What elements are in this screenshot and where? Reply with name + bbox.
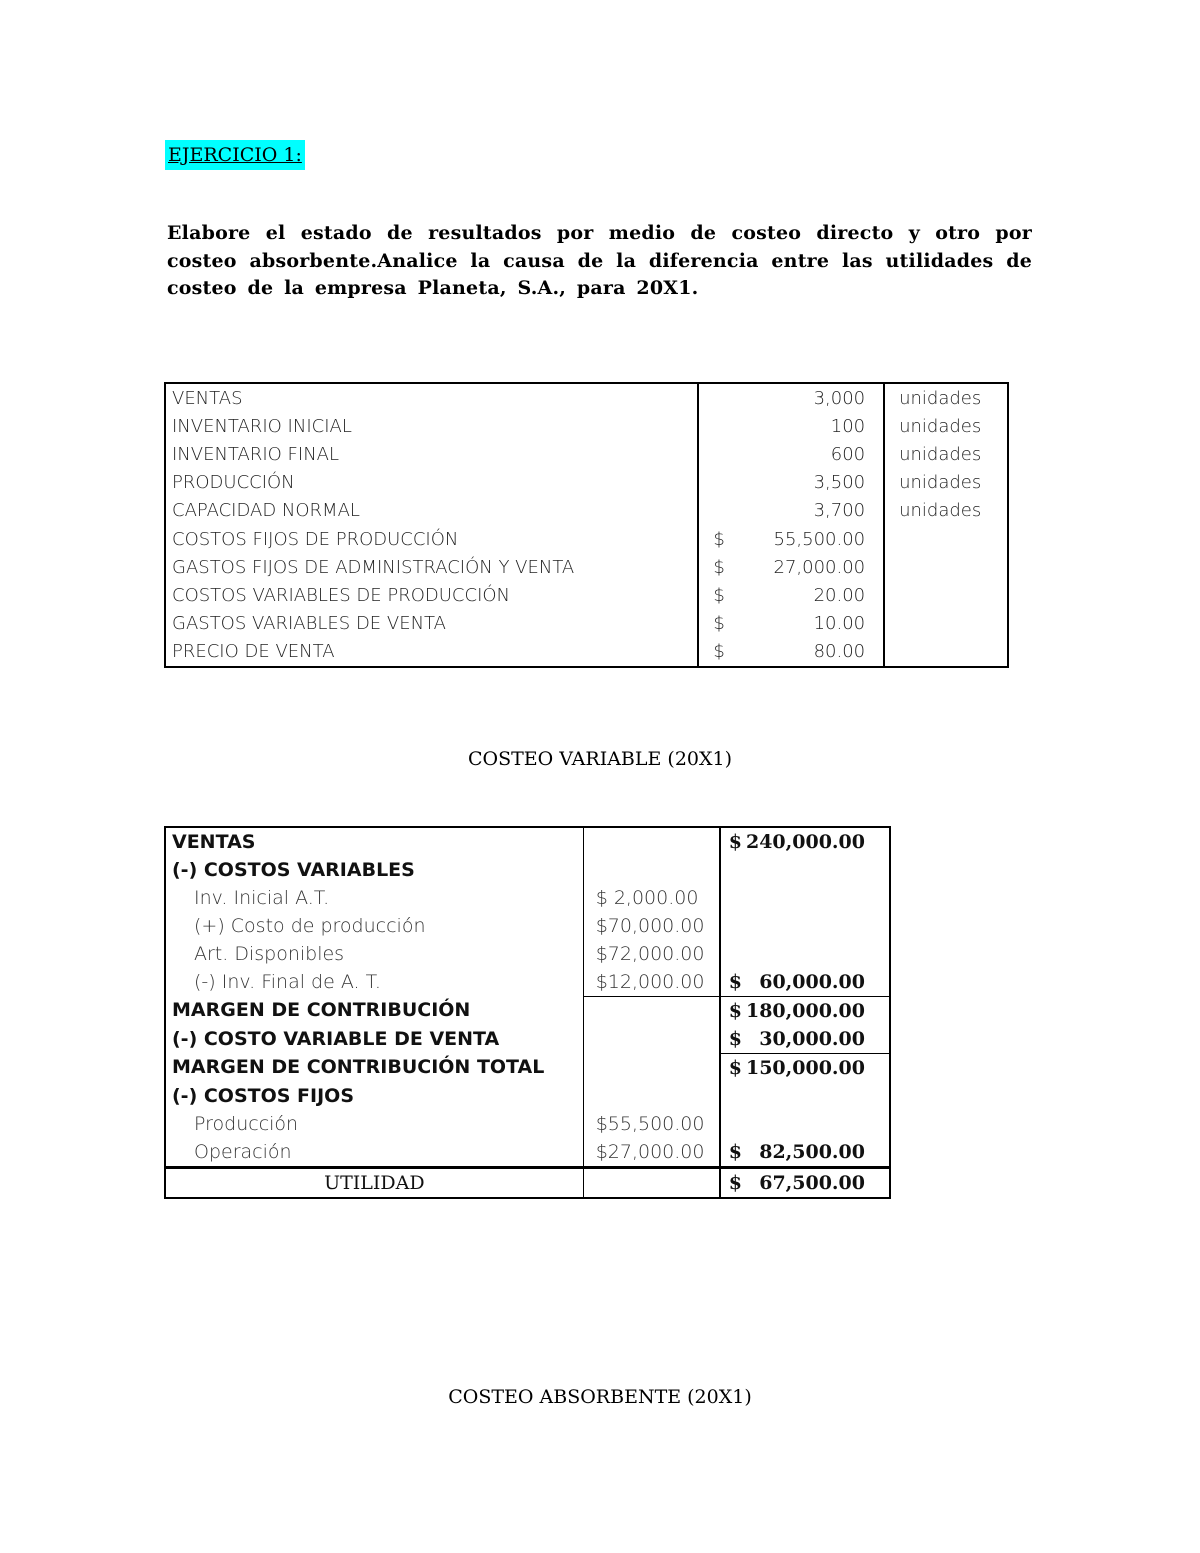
table-row [165, 856, 890, 884]
row-mid: $55,500.00 [583, 1110, 720, 1138]
row-total-cell [720, 940, 890, 968]
row-value: 27,000.00 [773, 556, 866, 578]
row-unit [884, 553, 1008, 581]
row-total-cell [720, 1110, 890, 1138]
row-label: COSTOS VARIABLES DE PRODUCCIÓN [165, 581, 698, 609]
exercise-heading: EJERCICIO 1: [165, 140, 305, 170]
row-total-cell [720, 968, 890, 997]
currency-symbol: $ [728, 1056, 742, 1079]
row-money [698, 638, 884, 667]
table-row [165, 827, 890, 856]
table-row [165, 997, 890, 1026]
table-row [165, 1138, 890, 1168]
table-row [165, 912, 890, 940]
row-mid [583, 1025, 720, 1054]
row-value: 3,700 [698, 497, 884, 525]
row-total-cell [720, 1054, 890, 1083]
table-row [165, 440, 1008, 468]
row-unit: unidades [899, 415, 982, 437]
currency-symbol: $ [713, 528, 725, 550]
currency-symbol: $ [713, 641, 725, 663]
row-label: GASTOS VARIABLES DE VENTA [165, 610, 698, 638]
currency-symbol: $ [728, 830, 742, 853]
row-label: PRODUCCIÓN [165, 469, 698, 497]
row-value: 3,500 [698, 469, 884, 497]
row-unit [884, 610, 1008, 638]
row-label: MARGEN DE CONTRIBUCIÓN [165, 997, 583, 1026]
row-unit [884, 638, 1008, 667]
row-total-cell [720, 912, 890, 940]
row-label: Art. Disponibles [165, 940, 583, 968]
row-label: GASTOS FIJOS DE ADMINISTRACIÓN Y VENTA [165, 553, 698, 581]
row-mid [583, 827, 720, 856]
row-total-cell [720, 1168, 890, 1199]
row-label: INVENTARIO INICIAL [165, 412, 698, 440]
row-mid [583, 1082, 720, 1110]
row-label: MARGEN DE CONTRIBUCIÓN TOTAL [165, 1054, 583, 1083]
row-total-cell [720, 884, 890, 912]
table-row [165, 968, 890, 997]
row-unit [884, 525, 1008, 553]
costeo-variable-table [164, 826, 891, 1199]
row-total: 82,500.00 [759, 1140, 865, 1163]
row-label: (-) Inv. Final de A. T. [165, 968, 583, 997]
row-label: Operación [165, 1138, 583, 1168]
table-row [165, 553, 1008, 581]
row-mid [583, 856, 720, 884]
table-row [165, 383, 1008, 412]
row-mid: $ 2,000.00 [583, 884, 720, 912]
table-row [165, 469, 1008, 497]
exercise-prompt: Elabore el estado de resultados por medio de costeo directo y otro por costeo absorbente.Analice la causa de la diferencia entre las utilidades de costeo de la empresa Planeta, S.A., para 20X1. [167, 222, 1032, 299]
table-row [165, 610, 1008, 638]
input-data-table [164, 382, 1009, 668]
row-total: 180,000.00 [745, 999, 865, 1022]
row-money [698, 610, 884, 638]
table-row [165, 1054, 890, 1083]
table-row [165, 412, 1008, 440]
row-label: (+) Costo de producción [165, 912, 583, 940]
row-value: 600 [698, 440, 884, 468]
row-value: 20.00 [813, 584, 866, 606]
row-label: UTILIDAD [165, 1168, 583, 1199]
table-row [165, 525, 1008, 553]
currency-symbol: $ [728, 970, 742, 993]
row-label: (-) COSTOS VARIABLES [165, 856, 583, 884]
row-mid: $12,000.00 [583, 968, 720, 997]
table-row [165, 638, 1008, 667]
row-total: 240,000.00 [745, 830, 865, 853]
row-mid: $72,000.00 [583, 940, 720, 968]
row-total-cell [720, 1138, 890, 1168]
row-label: INVENTARIO FINAL [165, 440, 698, 468]
row-unit: unidades [899, 443, 982, 465]
row-label: VENTAS [165, 827, 583, 856]
row-unit: unidades [899, 387, 982, 409]
costeo-absorbente-title: COSTEO ABSORBENTE (20X1) [448, 1386, 752, 1408]
table-row [165, 1110, 890, 1138]
row-money [698, 525, 884, 553]
row-label: CAPACIDAD NORMAL [165, 497, 698, 525]
row-label: VENTAS [165, 383, 698, 412]
row-label: (-) COSTOS FIJOS [165, 1082, 583, 1110]
row-mid: $27,000.00 [583, 1138, 720, 1168]
row-total: 30,000.00 [759, 1027, 865, 1050]
row-label: Producción [165, 1110, 583, 1138]
table-row [165, 497, 1008, 525]
row-value: 80.00 [813, 641, 866, 663]
row-mid [583, 1168, 720, 1199]
row-unit: unidades [899, 472, 982, 494]
row-total-cell [720, 997, 890, 1026]
row-total-cell [720, 1082, 890, 1110]
costeo-variable-title: COSTEO VARIABLE (20X1) [467, 748, 733, 770]
row-label: COSTOS FIJOS DE PRODUCCIÓN [165, 525, 698, 553]
row-mid [583, 1054, 720, 1083]
row-label: PRECIO DE VENTA [165, 638, 698, 667]
row-value: 100 [698, 412, 884, 440]
row-value: 55,500.00 [773, 528, 866, 550]
currency-symbol: $ [728, 1140, 742, 1163]
table-row [165, 1082, 890, 1110]
row-total-cell [720, 827, 890, 856]
table-row [165, 1025, 890, 1054]
row-money [698, 581, 884, 609]
row-total: 150,000.00 [745, 1056, 865, 1079]
currency-symbol: $ [713, 584, 725, 606]
row-value: 3,000 [698, 383, 884, 412]
currency-symbol: $ [728, 999, 742, 1022]
currency-symbol: $ [713, 556, 725, 578]
row-label: Inv. Inicial A.T. [165, 884, 583, 912]
row-mid: $70,000.00 [583, 912, 720, 940]
currency-symbol: $ [713, 613, 725, 635]
row-total-cell [720, 856, 890, 884]
table-row [165, 940, 890, 968]
row-total: 60,000.00 [759, 970, 865, 993]
row-total: 67,500.00 [759, 1171, 865, 1194]
row-value: 10.00 [813, 613, 866, 635]
currency-symbol: $ [728, 1027, 742, 1050]
table-row [165, 884, 890, 912]
table-row [165, 1168, 890, 1199]
row-label: (-) COSTO VARIABLE DE VENTA [165, 1025, 583, 1054]
row-unit: unidades [899, 500, 982, 522]
row-mid [583, 997, 720, 1026]
table-row [165, 581, 1008, 609]
row-money [698, 553, 884, 581]
row-total-cell [720, 1025, 890, 1054]
row-unit [884, 581, 1008, 609]
currency-symbol: $ [728, 1171, 742, 1194]
